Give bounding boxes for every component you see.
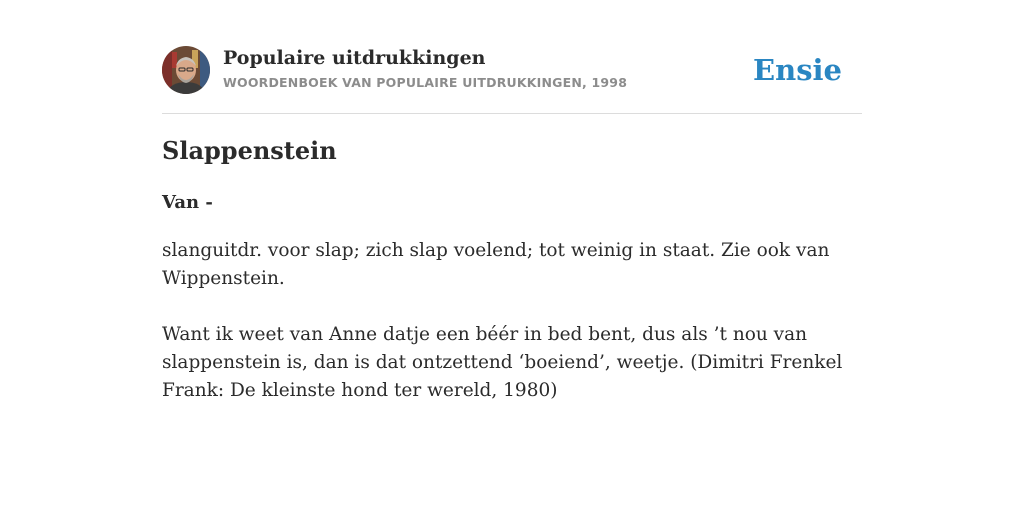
source-subtitle: WOORDENBOEK VAN POPULAIRE UITDRUKKINGEN, 1998 [223, 75, 628, 90]
entry-card [162, 46, 862, 401]
quote-paragraph: Want ik weet van Anne datje een béér in bed bent, dus als ’t nou van slappenstein is, dan is dat ontzettend ‘boeiend’, weetje. (Dimitri Frenkel Frank: De kleinste hond ter wereld, 1980) [162, 324, 843, 401]
brand-logo[interactable]: Ensie [753, 53, 842, 87]
source-title[interactable]: Populaire uitdrukkingen [223, 47, 486, 69]
definition-paragraph: slanguitdr. voor slap; zich slap voelend; tot weinig in staat. Zie ook van Wippenstein. [162, 240, 830, 289]
author-portrait-icon [162, 46, 210, 94]
author-avatar[interactable] [162, 46, 210, 94]
entry-title: Slappenstein [162, 136, 337, 165]
entry-subtitle: Van - [162, 192, 213, 213]
entry-body [162, 237, 862, 433]
source-header [162, 46, 862, 114]
